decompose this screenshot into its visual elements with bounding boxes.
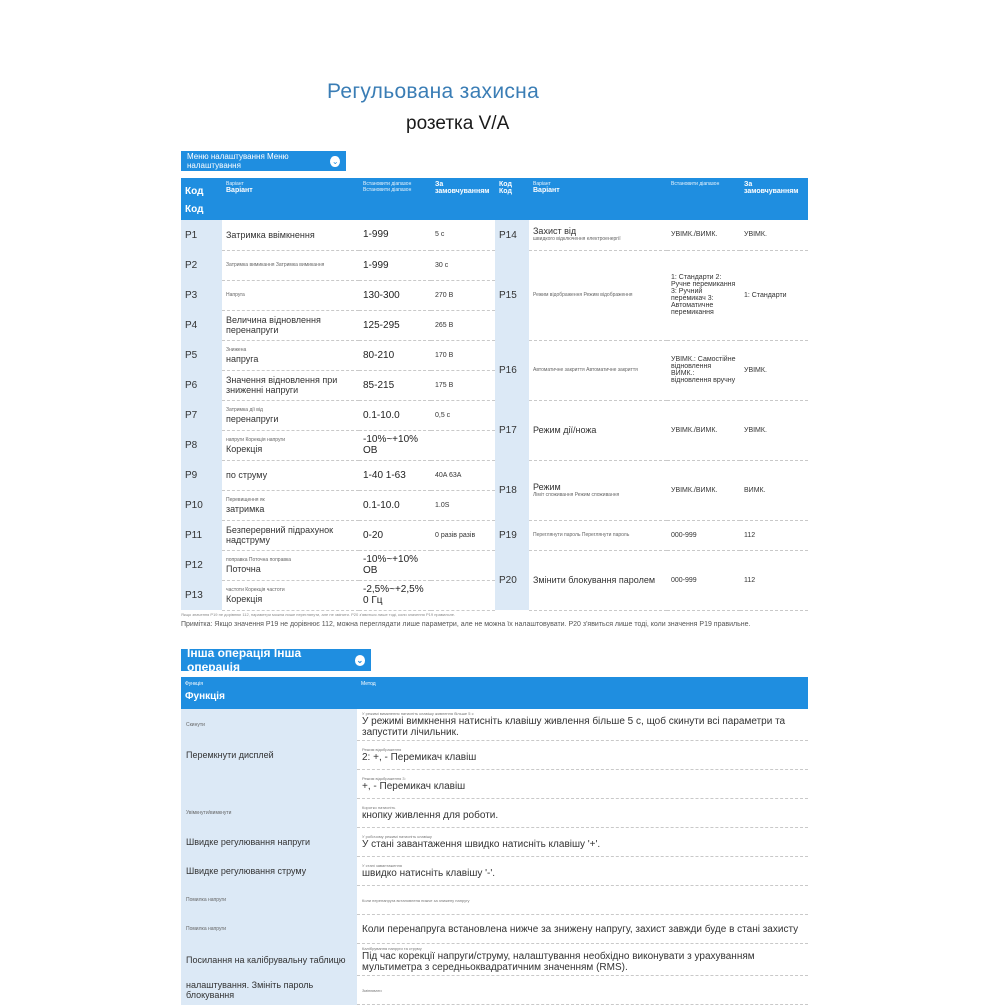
cell-code: P3: [181, 280, 222, 310]
cell-variant: [222, 400, 359, 430]
cell-code: P19: [495, 520, 529, 550]
cell-code: P7: [181, 400, 222, 430]
cell-range: 000-999: [667, 520, 740, 550]
cell-range: 1: Стандарти 2: Ручне перемикання 3: Ручний перемикач 3: Автоматичне перемикання: [667, 250, 740, 340]
cell-variant-text: Затримка ввімкнення: [226, 229, 315, 240]
footnote: Примітка: Якщо значення P19 не дорівнює 112, можна переглядати лише параметри, але не можна їх налаштовувати. P20 з'явиться лише тоді, коли значення P19 правильне.: [181, 621, 751, 628]
cell-variant: [529, 340, 667, 400]
cell-default: 40A 63A: [431, 460, 495, 490]
cell-default: 0,5 с: [431, 400, 495, 430]
cell-function: [181, 857, 357, 886]
cell-default: УВІМК.: [740, 340, 808, 400]
cell-range-text: 0.1-10.0: [363, 409, 400, 421]
cell-variant: [222, 370, 359, 400]
cell-variant: [529, 550, 667, 610]
cell-method-small: У режимі вимкнення натисніть клавішу живлення більше 5 с: [362, 711, 474, 716]
cell-range-text: 85-215: [363, 379, 395, 391]
cell-variant-small: Ліміт споживання Режим споживання: [533, 491, 620, 498]
cell-code: P2: [181, 250, 222, 280]
cell-default: 265 В: [431, 310, 495, 340]
cell-method: [357, 770, 808, 799]
cell-default: 112: [740, 520, 808, 550]
cell-method-small: У робочому режимі натисніть клавішу: [362, 834, 432, 839]
cell-default: 270 В: [431, 280, 495, 310]
cell-variant-small: Автоматичне закриття Автоматичне закриття: [533, 366, 638, 373]
cell-variant-text: Захист від: [533, 226, 577, 237]
cell-function-text: Швидке регулювання струму: [186, 866, 307, 876]
operation-table: [181, 677, 808, 1005]
cell-method: [357, 944, 808, 976]
cell-function-small: Помилка напруги: [186, 897, 227, 903]
cell-variant-small: частоти Корекція частоти: [226, 586, 285, 593]
list-item: [181, 799, 808, 828]
cell-range-text: 80-210: [363, 349, 395, 361]
cell-method-text: У режимі вимкнення натисніть клавішу живлення більше 5 с, щоб скинути всі параметри та запустити лічильник.: [362, 716, 786, 738]
cell-method: [357, 976, 808, 1005]
list-item: [181, 741, 808, 770]
cell-method: [357, 741, 808, 770]
cell-default: 170 В: [431, 340, 495, 370]
cell-range: [359, 520, 431, 550]
cell-variant: [222, 310, 359, 340]
cell-code: P17: [495, 400, 529, 460]
cell-range: [359, 340, 431, 370]
cell-range: [359, 370, 431, 400]
cell-variant-text: Режим: [533, 481, 561, 492]
cell-variant: [222, 340, 359, 370]
cell-default: 30 с: [431, 250, 495, 280]
cell-variant-text: затримка: [226, 503, 265, 514]
cell-range: [359, 580, 431, 610]
cell-variant-text: Корекція: [226, 593, 263, 604]
cell-range: [359, 250, 431, 280]
cell-variant: [222, 490, 359, 520]
cell-variant-small: Знижена: [226, 346, 247, 353]
cell-method-small: Режим відображення 3:: [362, 776, 406, 781]
cell-variant: [529, 520, 667, 550]
cell-variant-small: Затримка дії від: [226, 406, 263, 413]
cell-range-text: 0.1-10.0: [363, 499, 400, 511]
table-row: [181, 250, 808, 280]
cell-variant: [529, 220, 667, 250]
cell-method-small: Коли перенапруга встановлена нижче за знижену напругу: [362, 897, 470, 903]
cell-method: [357, 886, 808, 915]
cell-variant: [222, 580, 359, 610]
cell-range: [359, 460, 431, 490]
list-item: [181, 886, 808, 915]
cell-variant-small: Режим відображення Режим відображення: [533, 291, 633, 298]
cell-function: [181, 770, 357, 799]
list-item: [181, 944, 808, 976]
cell-range-text: 1-999: [363, 259, 389, 271]
cell-function: [181, 741, 357, 770]
cell-variant-text: Значення відновлення при зниженні напруги: [226, 375, 338, 395]
cell-range-text: 125-295: [363, 319, 400, 331]
table-row: [181, 550, 808, 580]
list-item: [181, 709, 808, 741]
cell-function-text: Посилання на калібрувальну таблицю: [186, 954, 346, 965]
cell-function-small: Скинути: [186, 721, 205, 728]
cell-code: P20: [495, 550, 529, 610]
tab-settings-label: Меню налаштування Меню налаштування: [187, 152, 289, 170]
page-subtitle: розетка V/A: [406, 113, 510, 134]
cell-range: УВІМК./ВИМК.: [667, 460, 740, 520]
settings-table: [181, 178, 808, 611]
cell-range-text: -2,5%~+2,5% 0 Гц: [363, 584, 424, 606]
operation-header-row: [181, 677, 808, 709]
header-default: За замовчуванням: [431, 178, 495, 220]
cell-method-text: Під час корекції напруги/струму, налаштування необхідно виконувати з урахуванням мультиметра з середньоквадратичним значенням (RMS).: [362, 951, 755, 973]
cell-variant-small: Напруга: [226, 291, 245, 298]
cell-range: УВІМК.: Самостійне відновлення ВИМК.: відновлення вручну: [667, 340, 740, 400]
cell-function: [181, 915, 357, 944]
cell-range-text: 1-40 1-63: [363, 469, 406, 481]
cell-method-text: кнопку живлення для роботи.: [362, 810, 499, 821]
cell-method: [357, 799, 808, 828]
cell-variant: [529, 460, 667, 520]
cell-code: P13: [181, 580, 222, 610]
header-code-2: Код Код: [495, 178, 529, 220]
cell-variant: [222, 250, 359, 280]
header-function: Функція Функція: [181, 677, 357, 709]
table-row: [181, 400, 808, 430]
cell-variant: [222, 430, 359, 460]
cell-range: [359, 430, 431, 460]
chevron-down-icon: ⌄: [356, 655, 364, 665]
cell-range-text: -10%~+10% OB: [363, 434, 419, 456]
list-item: [181, 770, 808, 799]
cell-default: УВІМК.: [740, 400, 808, 460]
cell-code: P18: [495, 460, 529, 520]
cell-variant-text: перенапруги: [226, 413, 279, 424]
cell-code: P4: [181, 310, 222, 340]
cell-variant-text: Поточна: [226, 563, 261, 574]
cell-code: P11: [181, 520, 222, 550]
cell-variant-text: Величина відновлення перенапруги: [226, 315, 321, 335]
cell-code: P6: [181, 370, 222, 400]
cell-range-text: 1-999: [363, 229, 389, 241]
table-row: [181, 220, 808, 250]
cell-range: [359, 550, 431, 580]
cell-method: [357, 915, 808, 944]
cell-default: 1.0S: [431, 490, 495, 520]
cell-function: [181, 976, 357, 1005]
cell-variant-text: Безперервний підрахунок надструму: [226, 525, 334, 545]
cell-variant-small: Перевищення як: [226, 496, 265, 503]
cell-function-small: Помилка напруги: [186, 926, 227, 932]
cell-method-text: +, - Перемикач клавіш: [362, 781, 466, 792]
cell-range-text: -10%~+10% OB: [363, 554, 419, 576]
cell-variant: [529, 250, 667, 340]
cell-method-small: У стані завантаження: [362, 863, 402, 868]
cell-method-text: У стані завантаження швидко натисніть клавішу '+'.: [362, 839, 601, 850]
cell-method-small: Коротко натисніть: [362, 805, 396, 810]
cell-range: [359, 490, 431, 520]
cell-range: [359, 280, 431, 310]
cell-code: P9: [181, 460, 222, 490]
cell-variant-text: по струму: [226, 470, 268, 480]
cell-function: [181, 944, 357, 976]
cell-default: УВІМК.: [740, 220, 808, 250]
page-title: Регульована захисна: [327, 80, 540, 103]
cell-variant-text: Корекція: [226, 443, 263, 454]
cell-variant: [222, 520, 359, 550]
cell-function-text: Перемкнути дисплей: [186, 750, 274, 760]
cell-default: 112: [740, 550, 808, 610]
cell-variant-small: Затримка вимикання Затримка вимикання: [226, 261, 325, 268]
cell-default: ВИМК.: [740, 460, 808, 520]
cell-method: [357, 828, 808, 857]
cell-variant-text: напруга: [226, 353, 259, 364]
cell-method-text: швидко натисніть клавішу '-'.: [362, 868, 496, 879]
cell-function: [181, 799, 357, 828]
cell-default: 1: Стандарти: [740, 250, 808, 340]
cell-code: P12: [181, 550, 222, 580]
cell-function-text: Швидке регулювання напруги: [186, 837, 311, 847]
settings-header-row: [181, 178, 808, 220]
cell-variant-small: поправка Поточна поправка: [226, 556, 292, 563]
cell-default: [431, 430, 495, 460]
list-item: [181, 828, 808, 857]
cell-method-text: 2: +, - Перемикач клавіш: [362, 752, 477, 763]
cell-method: [357, 857, 808, 886]
cell-variant-small: Переглянути пароль Переглянути пароль: [533, 531, 630, 538]
cell-method-small: Режим відображення: [362, 747, 402, 752]
cell-method-text: Коли перенапруга встановлена нижче за знижену напругу, захист завжди буде в стані захисту: [362, 923, 799, 935]
cell-variant-text: Змінити блокування паролем: [533, 575, 656, 585]
cell-default: 175 В: [431, 370, 495, 400]
tab-settings-menu[interactable]: [181, 151, 346, 171]
cell-range: УВІМК./ВИМК.: [667, 220, 740, 250]
cell-range: 000-999: [667, 550, 740, 610]
cell-variant: [222, 460, 359, 490]
cell-code: P1: [181, 220, 222, 250]
cell-variant-text: Режим дії/ножа: [533, 425, 597, 435]
cell-code: P14: [495, 220, 529, 250]
tab-other-label: Інша операція Інша операція: [187, 646, 302, 674]
cell-code: P16: [495, 340, 529, 400]
cell-code: P8: [181, 430, 222, 460]
cell-code: P5: [181, 340, 222, 370]
cell-function-text: налаштування. Змініть пароль блокування: [186, 980, 314, 1000]
header-code: Код Код: [181, 178, 222, 220]
cell-default: [431, 550, 495, 580]
tab-other-operation[interactable]: [181, 646, 371, 674]
list-item: [181, 976, 808, 1005]
cell-range: [359, 400, 431, 430]
cell-method-small: Змінювати: [362, 987, 382, 993]
cell-function: [181, 886, 357, 915]
cell-range-text: 130-300: [363, 289, 400, 301]
header-variant-2: Варіант Варіант: [529, 178, 667, 220]
cell-variant-small: напруги Корекція напруги: [226, 436, 286, 443]
cell-default: [431, 580, 495, 610]
cell-function-small: Увімкнути/вимкнути: [186, 810, 232, 816]
cell-variant: [529, 400, 667, 460]
header-default-2: За замовчуванням: [740, 178, 808, 220]
cell-function: [181, 709, 357, 741]
cell-default: 0 разів разів: [431, 520, 495, 550]
cell-variant-small: швидкого відключення електроенергії: [533, 236, 621, 243]
cell-variant: [222, 220, 359, 250]
cell-range: [359, 310, 431, 340]
table-row: [181, 340, 808, 370]
cell-range: УВІМК./ВИМК.: [667, 400, 740, 460]
header-range-2: Встановити діапазон: [667, 178, 740, 220]
cell-function: [181, 828, 357, 857]
cell-code: P10: [181, 490, 222, 520]
header-method: Метод: [357, 677, 808, 709]
cell-code: P15: [495, 250, 529, 340]
cell-range: [359, 220, 431, 250]
cell-variant: [222, 550, 359, 580]
list-item: [181, 857, 808, 886]
list-item: [181, 915, 808, 944]
table-row: [181, 520, 808, 550]
chevron-down-icon: ⌄: [331, 156, 339, 166]
cell-variant: [222, 280, 359, 310]
header-range: Встановити діапазон Встановити діапазон: [359, 178, 431, 220]
cell-method-small: Калібрування напруги та струму: [362, 946, 422, 951]
table-row: [181, 460, 808, 490]
header-variant: Варіант Варіант: [222, 178, 359, 220]
cell-range-text: 0-20: [363, 529, 384, 541]
cell-default: 5 с: [431, 220, 495, 250]
footnote-small: Якщо значення P19 не дорівнює 112, параметри можна лише переглянути, але не змінити. P20 з'явиться лише тоді, коли значення P19 правильне.: [181, 612, 456, 617]
cell-method: [357, 709, 808, 741]
